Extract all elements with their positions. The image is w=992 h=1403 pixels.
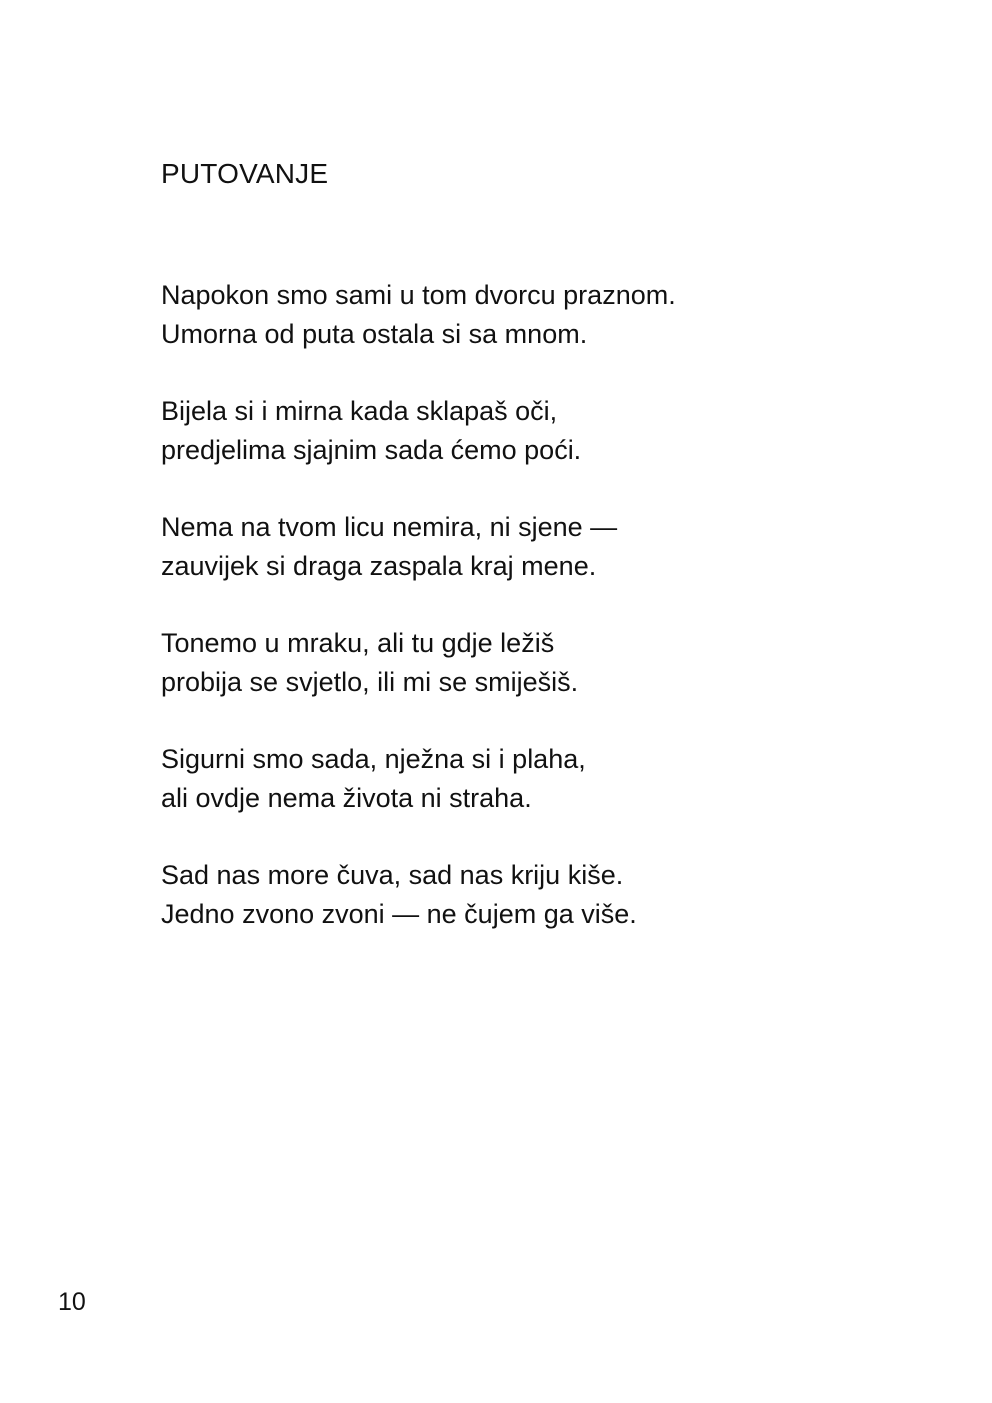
stanza-1 [161,276,921,354]
poem-line: zauvijek si draga zaspala kraj mene. [161,551,597,581]
poem-line: Jedno zvono zvoni — ne čujem ga više. [161,899,637,929]
poem-line: Bijela si i mirna kada sklapaš oči, [161,396,558,426]
poem-line: Nema na tvom licu nemira, ni sjene — [161,512,618,542]
poem-line: Tonemo u mraku, ali tu gdje ležiš [161,628,555,658]
stanza-3 [161,508,921,586]
poem-line: Sad nas more čuva, sad nas kriju kiše. [161,860,624,890]
poem-line: predjelima sjajnim sada ćemo poći. [161,435,582,465]
stanza-6 [161,856,921,934]
poem-line: ali ovdje nema života ni straha. [161,783,532,813]
stanza-2 [161,392,921,470]
poem-line: Napokon smo sami u tom dvorcu praznom. [161,280,676,310]
page-number: 10 [58,1288,86,1316]
poem-line: probija se svjetlo, ili mi se smiješiš. [161,667,579,697]
poem-title: PUTOVANJE [161,158,329,189]
stanza-5 [161,740,921,818]
poem-line: Umorna od puta ostala si sa mnom. [161,319,588,349]
stanza-4 [161,624,921,702]
poem-body [161,276,921,972]
poem-line: Sigurni smo sada, nježna si i plaha, [161,744,586,774]
